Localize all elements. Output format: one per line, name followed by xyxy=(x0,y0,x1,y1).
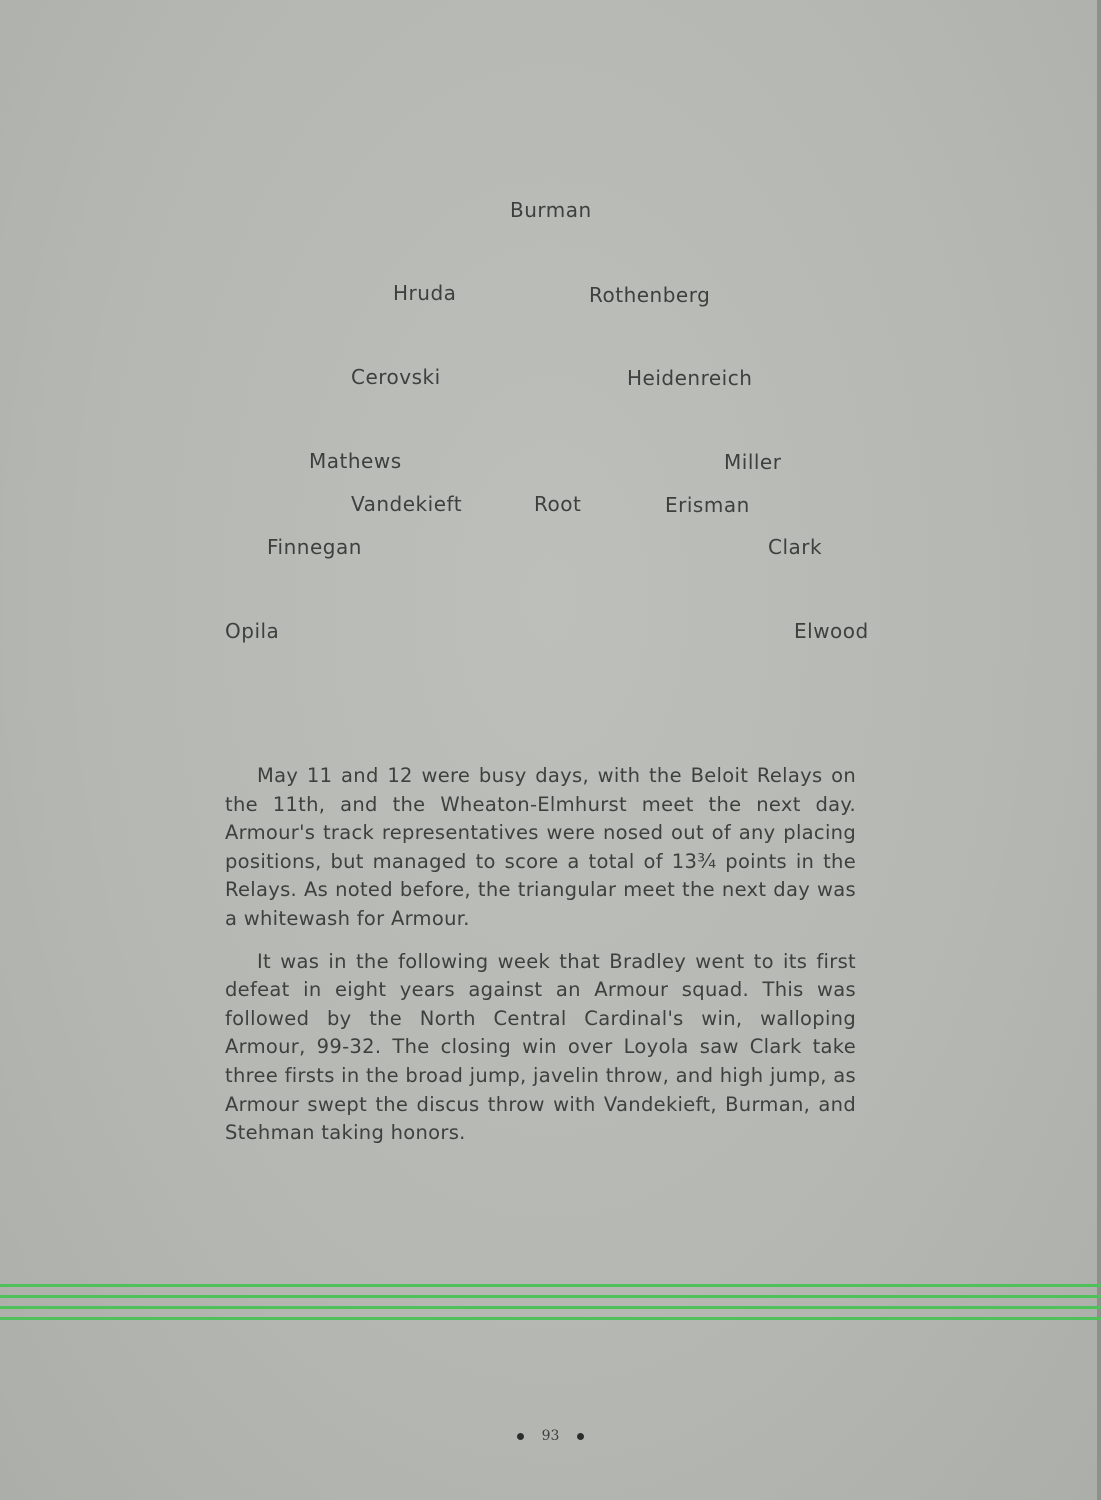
article-paragraph-2: It was in the following week that Bradley went to its first defeat in eight years against an Armour squad. This was followed by the North Central Cardinal's win, walloping Armour, 99-32. The closing win over Loyola saw Clark take three firsts in the broad jump, javelin throw, and high jump, as Armour swept the discus throw with Vandekieft, Burman, and Stehman taking honors. xyxy=(225,949,857,1145)
green-rule-3 xyxy=(0,1306,1101,1309)
article-body xyxy=(225,762,856,1162)
name-elwood: Elwood xyxy=(794,619,869,643)
green-rule-1 xyxy=(0,1284,1101,1287)
article-paragraph-1: May 11 and 12 were busy days, with the Beloit Relays on the 11th, and the Wheaton-Elmhurst meet the next day. Armour's track representatives were nosed out of any placing positions, but managed to score a total of 13¾ points in the Relays. As noted before, the triangular meet the next day was a whitewash for Armour. xyxy=(225,764,856,930)
name-clark: Clark xyxy=(768,535,823,559)
name-cerovski: Cerovski xyxy=(351,365,441,389)
page-footer xyxy=(0,1428,1101,1444)
name-rothenberg: Rothenberg xyxy=(589,283,711,307)
green-rules xyxy=(0,1284,1101,1324)
name-root: Root xyxy=(534,492,582,516)
page-number: 93 xyxy=(541,1428,560,1444)
green-rule-2 xyxy=(0,1295,1101,1298)
name-erisman: Erisman xyxy=(665,493,750,517)
name-miller: Miller xyxy=(724,450,782,474)
page-edge xyxy=(1097,0,1101,1500)
bullet-dot-icon xyxy=(517,1433,524,1440)
name-vandekieft: Vandekieft xyxy=(351,492,463,516)
name-finnegan: Finnegan xyxy=(267,535,362,559)
name-hruda: Hruda xyxy=(393,281,457,305)
name-mathews: Mathews xyxy=(309,449,402,473)
name-burman: Burman xyxy=(510,198,592,222)
bullet-dot-icon xyxy=(577,1433,584,1440)
name-opila: Opila xyxy=(225,619,280,643)
green-rule-4 xyxy=(0,1317,1101,1320)
name-heidenreich: Heidenreich xyxy=(627,366,753,390)
